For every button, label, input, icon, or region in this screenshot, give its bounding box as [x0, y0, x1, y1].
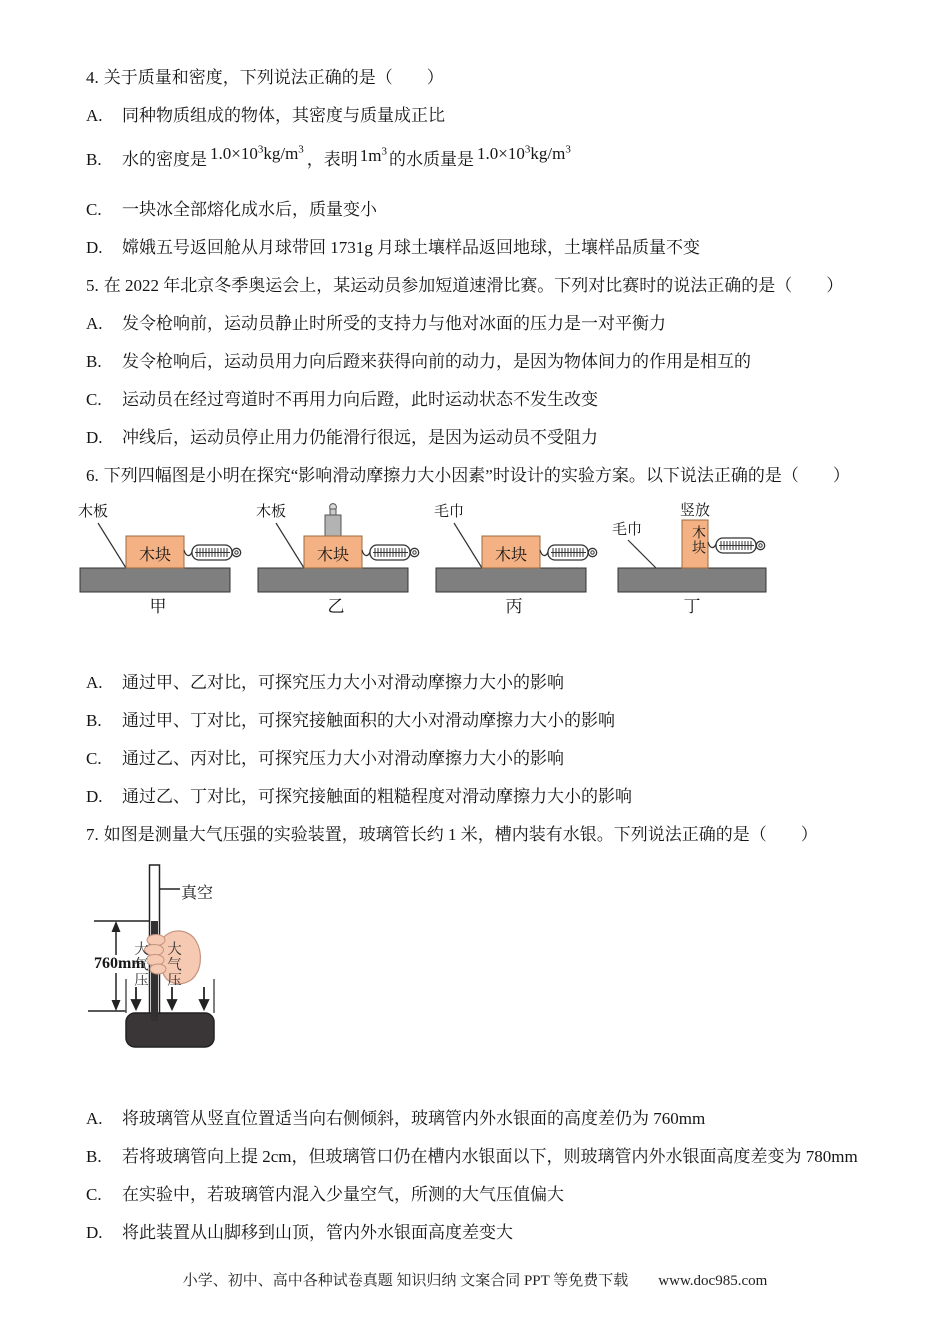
question-number: 4. — [86, 68, 99, 87]
surface-label: 木板 — [256, 504, 287, 520]
footer-promo-text: 小学、初中、高中各种试卷真题 知识归纳 文案合同 PPT 等免费下载 — [182, 1273, 629, 1289]
q4-option-d: D. 嫦娥五号返回舱从月球带回 1731g 月球土壤样品返回地球，土壤样品质量不变 — [86, 238, 700, 257]
q6-option-b: B. 通过甲、丁对比，可探究接触面积的大小对滑动摩擦力大小的影响 — [86, 711, 615, 730]
question-number: 5. — [86, 276, 99, 295]
vacuum-label: 真空 — [181, 885, 214, 902]
question-5 — [86, 274, 894, 450]
block-label: 木块 — [316, 547, 349, 564]
question-text: 在 2022 年北京冬季奥运会上，某运动员参加短道速滑比赛。下列对比赛时的说法正确的是（ ） — [103, 276, 844, 295]
atmospheric-pressure-label-right: 大气压 — [165, 941, 181, 988]
question-7 — [86, 823, 894, 1245]
friction-diagram-ding — [608, 502, 776, 617]
question-text: 关于质量和密度，下列说法正确的是（ ） — [103, 68, 444, 87]
friction-diagram-yi — [252, 502, 420, 617]
q6-option-d: D. 通过乙、丁对比，可探究接触面的粗糙程度对滑动摩擦力大小的影响 — [86, 787, 632, 806]
q7-option-a: A. 将玻璃管从竖直位置适当向右侧倾斜，玻璃管内外水银面的高度差仍为 760mm — [86, 1109, 706, 1128]
height-760mm-label: 760mm — [94, 955, 145, 972]
q6-option-a: A. 通过甲、乙对比，可探究压力大小对滑动摩擦力大小的影响 — [86, 673, 564, 692]
q4-option-c: C. 一块冰全部熔化成水后，质量变小 — [86, 200, 377, 219]
vertical-placement-label: 竖放 — [679, 503, 710, 519]
question-4-stem — [86, 66, 894, 90]
diagram-caption: 丙 — [505, 597, 523, 616]
q6-option-c: C. 通过乙、丙对比，可探究压力大小对滑动摩擦力大小的影响 — [86, 749, 564, 768]
q4-option-a: A. 同种物质组成的物体，其密度与质量成正比 — [86, 106, 445, 125]
friction-diagram-jia — [74, 502, 242, 617]
atmospheric-pressure-label-left: 大气压 — [132, 941, 148, 988]
question-6 — [78, 464, 894, 809]
diagram-caption: 丁 — [683, 597, 701, 616]
diagram-caption: 甲 — [149, 597, 167, 616]
question-number: 7. — [86, 825, 99, 844]
friction-diagram-bing — [430, 502, 598, 617]
question-5-stem — [86, 274, 894, 298]
density-formula: $1.0\times 10^3kg/m^3$ — [210, 143, 304, 163]
q7-option-c: C. 在实验中，若玻璃管内混入少量空气，所测的大气压值偏大 — [86, 1185, 564, 1204]
barometer-figure — [86, 861, 256, 1061]
q5-option-d: D. 冲线后，运动员停止用力仍能滑行很远，是因为运动员不受阻力 — [86, 428, 598, 447]
q5-option-b: B. 发令枪响后，运动员用力向后蹬来获得向前的动力，是因为物体间力的作用是相互的 — [86, 352, 751, 371]
q7-option-d: D. 将此装置从山脚移到山顶，管内外水银面高度差变大 — [86, 1223, 513, 1242]
question-text: 下列四幅图是小明在探究“影响滑动摩擦力大小因素”时设计的实验方案。以下说法正确的是（ ） — [103, 466, 850, 485]
surface-label: 木板 — [78, 504, 109, 520]
block-label: 木块 — [138, 547, 171, 564]
friction-experiment-figure — [74, 502, 894, 617]
question-4 — [86, 66, 894, 260]
question-text: 如图是测量大气压强的实验装置，玻璃管长约 1 米，槽内装有水银。下列说法正确的是（ ） — [103, 825, 818, 844]
question-number: 6. — [86, 466, 99, 485]
diagram-caption: 乙 — [327, 597, 345, 616]
q5-option-c: C. 运动员在经过弯道时不再用力向后蹬，此时运动状态不发生改变 — [86, 390, 598, 409]
q4-option-b-text: 水的密度是 $1.0\times 10^3kg/m^3$，表明 $1m^3$ 的水质量是 $1.0\times 10^3kg/m^3$ — [122, 148, 894, 172]
q5-option-a: A. 发令枪响前，运动员静止时所受的支持力与他对冰面的压力是一对平衡力 — [86, 314, 666, 333]
volume-formula: $1m^3$ — [359, 145, 388, 165]
q7-option-b: B. 若将玻璃管向上提 2cm，但玻璃管口仍在槽内水银面以下，则玻璃管内外水银面高度差变为 780mm — [86, 1147, 858, 1166]
footer-site-url: www.doc985.com — [658, 1273, 768, 1289]
mass-formula: $1.0\times 10^3kg/m^3$ — [477, 143, 571, 163]
surface-label: 毛巾 — [434, 504, 465, 520]
block-label: 木块 — [494, 547, 527, 564]
question-6-stem — [86, 464, 894, 488]
question-7-stem — [86, 823, 894, 847]
page-footer — [0, 1269, 950, 1290]
surface-label: 毛巾 — [612, 522, 643, 538]
block-label: 木块 — [690, 525, 705, 555]
q4-option-b: B. 水的密度是 $1.0\times 10^3kg/m^3$，表明 $1m^3$ 的水质量是 $1.0\times 10^3kg/m^3$ — [86, 148, 894, 172]
